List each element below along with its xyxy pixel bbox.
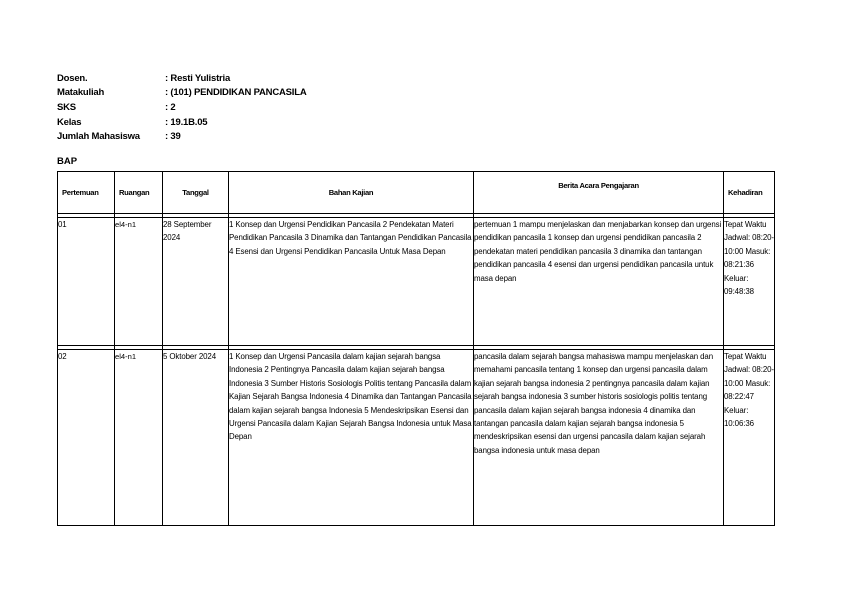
cell-berita-acara: pertemuan 1 mampu menjelaskan dan menjabarkan konsep dan urgensi pendidikan pancasila 1 konsep dan urgensi pendidikan pancasila 2 pendekatan materi pendidikan pancasila 3 dinamika dan tantangan pendidikan pancasila 4 esensi dan urgensi pendidikan pancasila untuk masa depan bbox=[474, 218, 724, 346]
cell-ruangan: el4-n1 bbox=[115, 218, 163, 346]
info-value: : Resti Yulistria bbox=[165, 72, 231, 84]
header-pertemuan: Pertemuan bbox=[58, 172, 115, 214]
info-value: : 2 bbox=[165, 101, 176, 113]
cell-berita-acara: pancasila dalam sejarah bangsa mahasiswa mampu menjelaskan dan memahami pancasila tentang 1 konsep dan urgensi pancasila dalam kajian sejarah bangsa indonesia 2 pentingnya pancasila dalam kajian sejarah bangsa indonesia 3 sumber historis sosiologis politis tentang pancasila dalam kajian sejarah bangsa indonesia 4 dinamika dan tantangan pancasila dalam kajian sejarah bangsa indonesia 5 mendeskripsikan esensi dan urgensi pancasila dalam kajian sejarah bangsa indonesia untuk masa depan bbox=[474, 350, 724, 526]
cell-pertemuan: 02 bbox=[58, 350, 115, 526]
header-kehadiran: Kehadiran bbox=[724, 172, 775, 214]
cell-tanggal: 5 Oktober 2024 bbox=[163, 350, 229, 526]
header-tanggal: Tanggal bbox=[163, 172, 229, 214]
cell-bahan-kajian: 1 Konsep dan Urgensi Pendidikan Pancasila 2 Pendekatan Materi Pendidikan Pancasila 3 Dinamika dan Tantangan Pendidikan Pancasila 4 Esensi dan Urgensi Pendidikan Pancasila Untuk Masa Depan bbox=[229, 218, 474, 346]
header-ruangan: Ruangan bbox=[115, 172, 163, 214]
info-label: Kelas bbox=[57, 116, 82, 128]
info-value: : 19.1B.05 bbox=[165, 116, 208, 128]
section-title: BAP bbox=[57, 156, 78, 167]
table-row bbox=[58, 350, 775, 526]
info-row-kelas bbox=[57, 115, 307, 130]
info-row-dosen bbox=[57, 71, 307, 86]
cell-ruangan: el4-n1 bbox=[115, 350, 163, 526]
course-info bbox=[57, 71, 307, 144]
cell-kehadiran: Tepat Waktu Jadwal: 08:20-10:00 Masuk: 08:22:47 Keluar: 10:06:36 bbox=[724, 350, 775, 526]
header-bahan-kajian: Bahan Kajian bbox=[229, 172, 474, 214]
info-row-sks bbox=[57, 100, 307, 115]
info-row-matakuliah bbox=[57, 86, 307, 101]
cell-kehadiran: Tepat Waktu Jadwal: 08:20-10:00 Masuk: 08:21:36 Keluar: 09:48:38 bbox=[724, 218, 775, 346]
info-label: Jumlah Mahasiswa bbox=[57, 131, 140, 143]
cell-bahan-kajian: 1 Konsep dan Urgensi Pancasila dalam kajian sejarah bangsa Indonesia 2 Pentingnya Pancasila dalam kajian sejarah bangsa Indonesia 3 Sumber Historis Sosiologis Politis tentang Pancasila dalam Kajian Sejarah Bangsa Indonesia 4 Dinamika dan Tantangan Pancasila dalam kajian sejarah bangsa Indonesia 5 Mendeskripsikan Esensi dan Urgensi Pancasila dalam Kajian Sejarah Bangsa Indonesia untuk Masa Depan bbox=[229, 350, 474, 526]
info-label: SKS bbox=[57, 101, 76, 113]
info-value: : 39 bbox=[165, 131, 181, 143]
info-label: Dosen. bbox=[57, 72, 88, 84]
table-header-row bbox=[58, 172, 775, 214]
header-berita-acara: Berita Acara Pengajaran bbox=[474, 172, 724, 214]
cell-pertemuan: 01 bbox=[58, 218, 115, 346]
cell-tanggal: 28 September 2024 bbox=[163, 218, 229, 346]
table-row bbox=[58, 218, 775, 346]
info-value: : (101) PENDIDIKAN PANCASILA bbox=[165, 87, 307, 99]
info-label: Matakuliah bbox=[57, 87, 105, 99]
info-row-jumlah-mahasiswa bbox=[57, 129, 307, 144]
bap-table bbox=[57, 171, 775, 526]
